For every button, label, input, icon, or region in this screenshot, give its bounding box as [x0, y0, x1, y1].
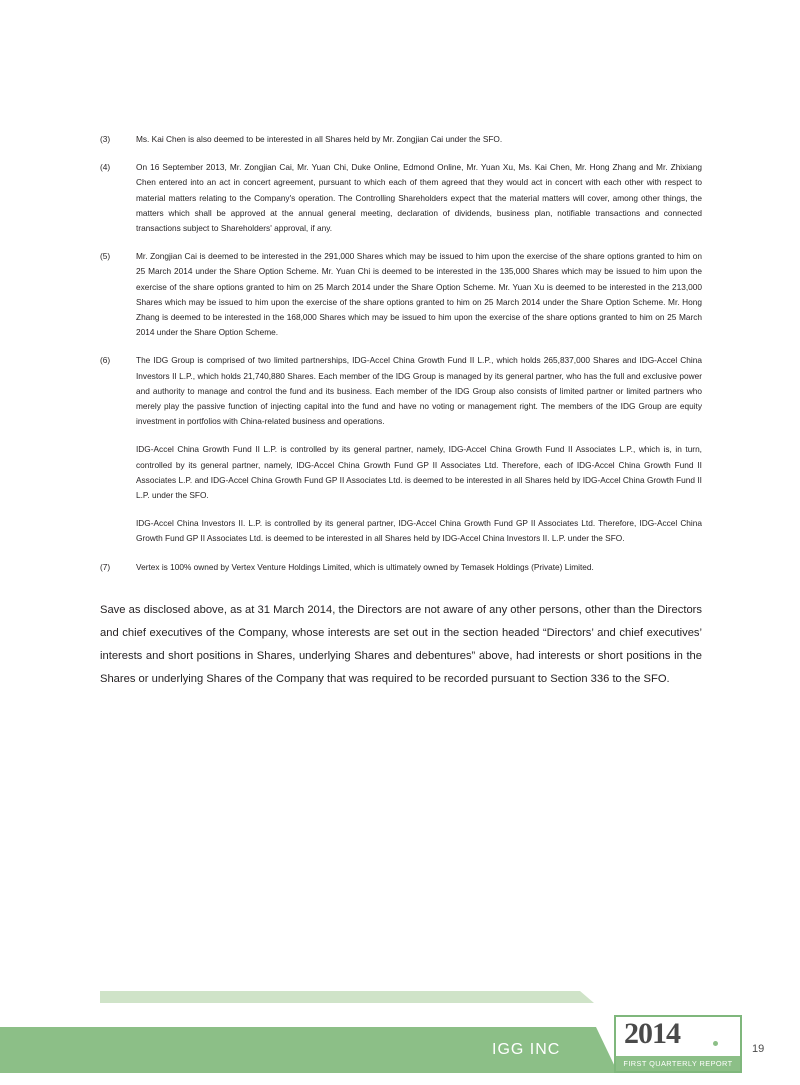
page-footer: [0, 965, 800, 1085]
note-body: [136, 249, 702, 340]
note-number: (7): [100, 561, 111, 572]
note-paragraph: IDG-Accel China Growth Fund II L.P. is controlled by its general partner, namely, IDG-Accel China Growth Fund II Associates L.P., which is, in turn, controlled by its general partner, namely, IDG-Accel China Growth Fund GP II Associates Ltd. Therefore, each of IDG-Accel China Growth Fund II Associates L.P. and IDG-Accel China Growth Fund GP II Associates Ltd. is deemed to be interested in all Shares held by IDG-Accel China Growth Fund II L.P. under the SFO.: [136, 444, 702, 501]
company-name: IGG INC: [492, 1041, 561, 1058]
note-number: (4): [100, 162, 111, 173]
note-number: (5): [100, 251, 111, 262]
note-paragraph: IDG-Accel China Investors II. L.P. is controlled by its general partner, IDG-Accel China Growth Fund GP II Associates Ltd. Therefore, IDG-Accel China Growth Fund GP II Associates Ltd. is deemed to be interested in all Shares held by IDG-Accel China Investors II. L.P. under the SFO.: [136, 518, 702, 544]
note-body: [136, 160, 702, 236]
note-body: [136, 132, 702, 147]
note-body: [136, 560, 702, 575]
note-item: [100, 353, 702, 546]
notes-section: [100, 132, 702, 691]
note-paragraph: Mr. Zongjian Cai is deemed to be interested in the 291,000 Shares which may be issued to him upon the exercise of the share options granted to him on 25 March 2014 under the Share Option Scheme. Mr. Yuan Chi is deemed to be interested in the 135,000 Shares which may be issued to him upon the exercise of the share options granted to him on 25 March 2014 under the Share Option Scheme. Mr. Yuan Xu is deemed to be interested in the 213,000 Shares which may be issued to him upon the exercise of the share options granted to him on 25 March 2014 under the Share Option Scheme. Mr. Hong Zhang is deemed to be interested in the 168,000 Shares which may be issued to him upon the exercise of the share options granted to him on 25 March 2014 under the Share Option Scheme.: [136, 251, 702, 338]
note-paragraph: On 16 September 2013, Mr. Zongjian Cai, Mr. Yuan Chi, Duke Online, Edmond Online, Mr. Yuan Xu, Ms. Kai Chen, Mr. Hong Zhang and Mr. Zhixiang Chen entered into an act in concert agreement, pursuant to which each of them agreed that they would act in concert with each other with respect to material matters relating to the Company's operation. The Controlling Shareholders expect that the material matters will cover, among other things, the matters which shall be approved at the annual general meeting, declaration of dividends, business plan, notifiable transactions and connected transactions subject to Shareholders' approval, if any.: [136, 162, 702, 234]
footer-accent-bar-slant: [580, 991, 594, 1003]
page-number: 19: [752, 1043, 765, 1055]
report-badge: [614, 1015, 742, 1073]
report-year: 2014: [624, 1017, 680, 1050]
note-paragraph: The IDG Group is comprised of two limited partnerships, IDG-Accel China Growth Fund II L.P., which holds 265,837,000 Shares and IDG-Accel China Investors II L.P., which holds 21,740,880 Shares. Each member of the IDG Group is managed by its general partner, who has the full and exclusive power and authority to manage and control the fund and its business. Each member of the IDG Group also consists of limited partner or limited partners who merely play the passive function of injecting capital into the fund and have no voting or management right. The members of the IDG Group are equity investment in portfolios with China-related business and operations.: [136, 355, 702, 427]
note-paragraph: Ms. Kai Chen is also deemed to be interested in all Shares held by Mr. Zongjian Cai under the SFO.: [136, 134, 503, 144]
note-item: [100, 249, 702, 340]
footer-white-strip: [0, 1073, 700, 1085]
note-number: (3): [100, 134, 111, 144]
note-item: [100, 160, 702, 236]
year-dot-icon: [713, 1041, 718, 1046]
note-body: [136, 353, 702, 546]
report-label: FIRST QUARTERLY REPORT: [616, 1056, 740, 1071]
closing-paragraph: Save as disclosed above, as at 31 March 2014, the Directors are not aware of any other persons, other than the Directors and chief executives of the Company, whose interests are set out in the section headed “Directors’ and chief executives’ interests and short positions in Shares, underlying Shares and debentures” above, had interests or short positions in the Shares or underlying Shares of the Company that was required to be recorded pursuant to Section 336 to the SFO.: [100, 603, 702, 685]
note-item: [100, 132, 702, 147]
note-item: [100, 560, 702, 575]
note-paragraph: Vertex is 100% owned by Vertex Venture Holdings Limited, which is ultimately owned by Temasek Holdings (Private) Limited.: [136, 561, 594, 572]
note-number: (6): [100, 355, 111, 366]
footer-accent-bar: [100, 991, 580, 1003]
